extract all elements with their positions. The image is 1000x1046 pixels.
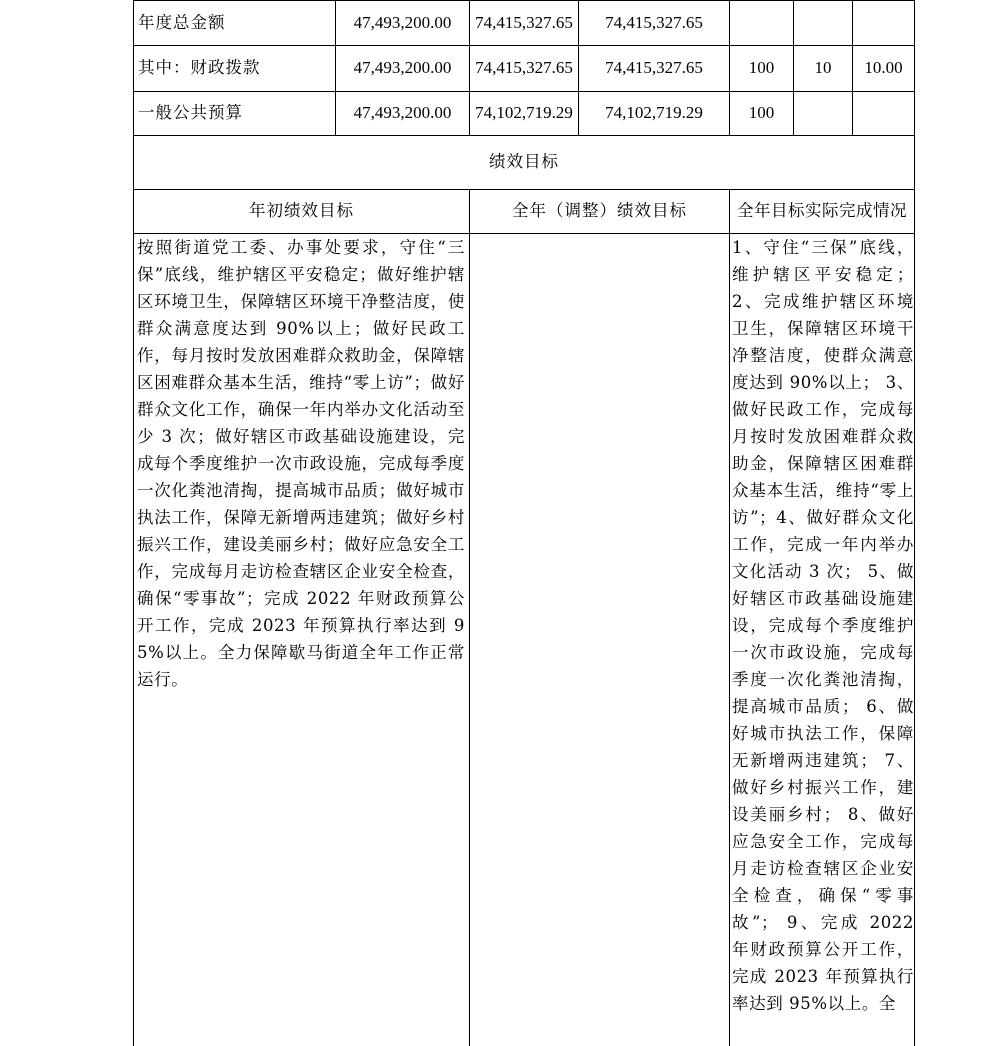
cell-weight — [794, 1, 852, 45]
cell-execution-rate: 100 — [748, 103, 775, 123]
cell-weight — [794, 92, 852, 135]
divider-col3 — [578, 0, 579, 135]
divider-col1 — [335, 0, 336, 135]
divider-col4-lower — [729, 189, 730, 1046]
cell-executed-amount: 74,415,327.65 — [605, 12, 703, 32]
row-divider — [133, 189, 915, 190]
header-actual-result: 全年目标实际完成情况 — [737, 201, 907, 221]
cell-full-year-budget: 74,415,327.65 — [475, 12, 573, 32]
divider-col5 — [793, 0, 794, 135]
cell-annual-budget: 47,493,200.00 — [353, 103, 452, 123]
cell-weight: 10 — [814, 58, 832, 78]
cell-full-year-budget: 74,102,719.29 — [475, 103, 573, 123]
cell-full-year-budget: 74,415,327.65 — [475, 58, 573, 78]
cell-annual-budget: 47,493,200.00 — [353, 12, 452, 32]
cell-executed-amount: 74,415,327.65 — [605, 58, 703, 78]
cell-execution-rate — [730, 1, 793, 45]
cell-execution-rate: 100 — [748, 58, 775, 78]
cell-score: 10.00 — [864, 58, 903, 78]
cell-score — [853, 92, 914, 135]
header-initial-goal: 年初绩效目标 — [249, 201, 354, 221]
row-label: 其中：财政拨款 — [138, 58, 261, 78]
row-divider — [133, 91, 915, 92]
border-right — [914, 0, 915, 1046]
cell-executed-amount: 74,102,719.29 — [605, 103, 703, 123]
cell-annual-budget: 47,493,200.00 — [353, 58, 452, 78]
border-left — [133, 0, 134, 1046]
divider-col6 — [852, 0, 853, 135]
actual-result-text: 1、守住“三保”底线，维护辖区平安稳定； 2、完成维护辖区环境卫生，保障辖区环境干净整洁度，使群众满意度达到 90%以上； 3、做好民政工作，完成每月按时发放困难群众救助金，保障辖区困难群众基本生活，维持“零上访”；4、做好群众文化工作，完成一年内举办文化活动 3 次； 5、做好辖区市政基础设施建设，完成每个季度维护一次市政设施，完成每季度一次化粪池清掏，提高城市品质； 6、做好城市执法工作，保障无新增两违建筑； 7、做好乡村振兴工作，建设美丽乡村； 8、做好应急安全工作，完成每月走访检查辖区企业安全检查，确保“零事故”； 9、完成 2022 年财政预算公开工作，完成 2023 年预算执行率达到 95%以上。全 — [732, 238, 914, 1013]
row-divider — [133, 233, 915, 234]
row-label: 一般公共预算 — [138, 103, 243, 123]
budget-performance-table — [133, 0, 915, 1046]
header-adjusted-goal: 全年（调整）绩效目标 — [512, 201, 687, 221]
initial-goal-text: 按照街道党工委、办事处要求，守住“三保”底线，维护辖区平安稳定；做好维护辖区环境卫生，保障辖区环境干净整洁度，使群众满意度达到 90%以上；做好民政工作，每月按时发放困难群众救助金，保障辖区困难群众基本生活，维持“零上访”；做好群众文化工作，确保一年内举办文化活动至少 3 次；做好辖区市政基础设施建设，完成每个季度维护一次市政设施，完成每季度一次化粪池清掏，提高城市品质；做好城市执法工作，保障无新增两违建筑；做好乡村振兴工作，建设美丽乡村；做好应急安全工作，完成每月走访检查辖区企业安全检查，确保“零事故”；完成 2022 年财政预算公开工作，完成 2023 年预算执行率达到 95%以上。全力保障歇马街道全年工作正常运行。 — [137, 238, 465, 689]
divider-col4 — [729, 0, 730, 135]
row-divider — [133, 45, 915, 46]
section-title: 绩效目标 — [489, 152, 559, 172]
row-divider — [133, 135, 915, 136]
row-label: 年度总金额 — [138, 12, 226, 32]
border-top — [133, 0, 915, 1]
cell-score — [853, 1, 914, 45]
divider-col2-lower — [469, 189, 470, 1046]
divider-col2 — [469, 0, 470, 135]
